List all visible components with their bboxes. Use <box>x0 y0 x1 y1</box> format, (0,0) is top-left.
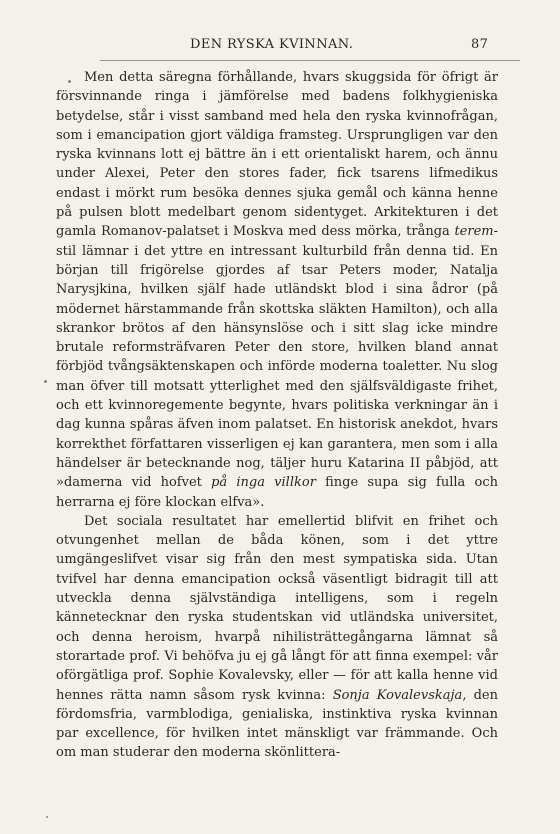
paragraph-1: Men detta säregna förhållande, hvars skuggsida för öfrigt är försvinnande ringa i jämförelse med badens folkhygieniska betydelse, står i visst samband med hela den ryska kvinnofrågan, som i emancipation gjort väldiga framsteg. Ursprungligen var den ryska kvinnans lott ej bättre än i ett orientaliskt harem, och ännu under Alexei, Peter den stores fader, fick tsarens lifmedikus endast i mörkt rum besöka dennes sjuka gemål och känna henne på pulsen blott medelbart genom sidentyget. Arkitekturen i det gamla Romanov-palatset i Moskva med dess mörka, trånga terem-stil lämnar i det yttre en intressant kulturbild från denna tid. En början till frigörelse gjordes af tsar Peters moder, Natalja Narysjkina, hvilken själf hade utländskt blod i sina ådror (på mödernet härstammande från skottska släkten Hamilton), och alla skrankor brötos af den hänsynslöse och i sitt slag icke mindre brutale reformsträfvaren Peter den store, hvilken bland annat förbjöd tvångsäktenskapen och införde moderna toaletter. Nu slog man öfver till motsatt ytterlighet med den själfsväldigaste frihet, och ett kvinnoregemente begynte, hvars politiska verkningar än i dag kunna spåras äfven inom palatset. En historisk anekdot, hvars korrekthet författaren visserligen ej kan garantera, men som i alla händelser är betecknande nog, täljer huru Katarina II påbjöd, att »damerna vid hofvet på inga villkor finge supa sig fulla och herrarna ej före klockan elfva». <box>56 70 498 510</box>
paragraph-2: Det sociala resultatet har emellertid blifvit en frihet och otvungenhet mellan de båda könen, som i det yttre umgängeslifvet visar sig från den mest sympatiska sida. Utan tvifvel har denna emancipation också väsentligt bidragit till att utveckla denna självständiga intelligens, som i regeln kännetecknar den ryska studentskan vid utländska universitet, och denna heroism, hvarpå nihilisträttegångarna lämnat så storartade prof. Vi behöfva ju ej gå långt för att finna exempel: vår oförgätliga prof. Sophie Kovalevsky, eller — för att kalla henne vid hennes rätta namn såsom rysk kvinna: Sonja Kovalevskaja, den fördomsfria, varmblodiga, genialiska, instinktiva ryska kvinnan par excellence, för hvilken intet mänskligt var främmande. Och om man studerar den moderna skönlittera- <box>56 513 498 761</box>
body-text <box>56 68 498 763</box>
italic-phrase: på inga villkor <box>211 475 316 491</box>
running-title: DEN RYSKA KVINNAN. <box>190 37 354 52</box>
italic-term: terem <box>454 224 494 240</box>
speck <box>68 80 71 83</box>
italic-name: Sonja Kovalevskaja <box>332 687 463 703</box>
speck <box>44 380 47 383</box>
speck <box>46 816 48 818</box>
page-number: 87 <box>471 37 489 52</box>
header-rule <box>100 60 520 61</box>
